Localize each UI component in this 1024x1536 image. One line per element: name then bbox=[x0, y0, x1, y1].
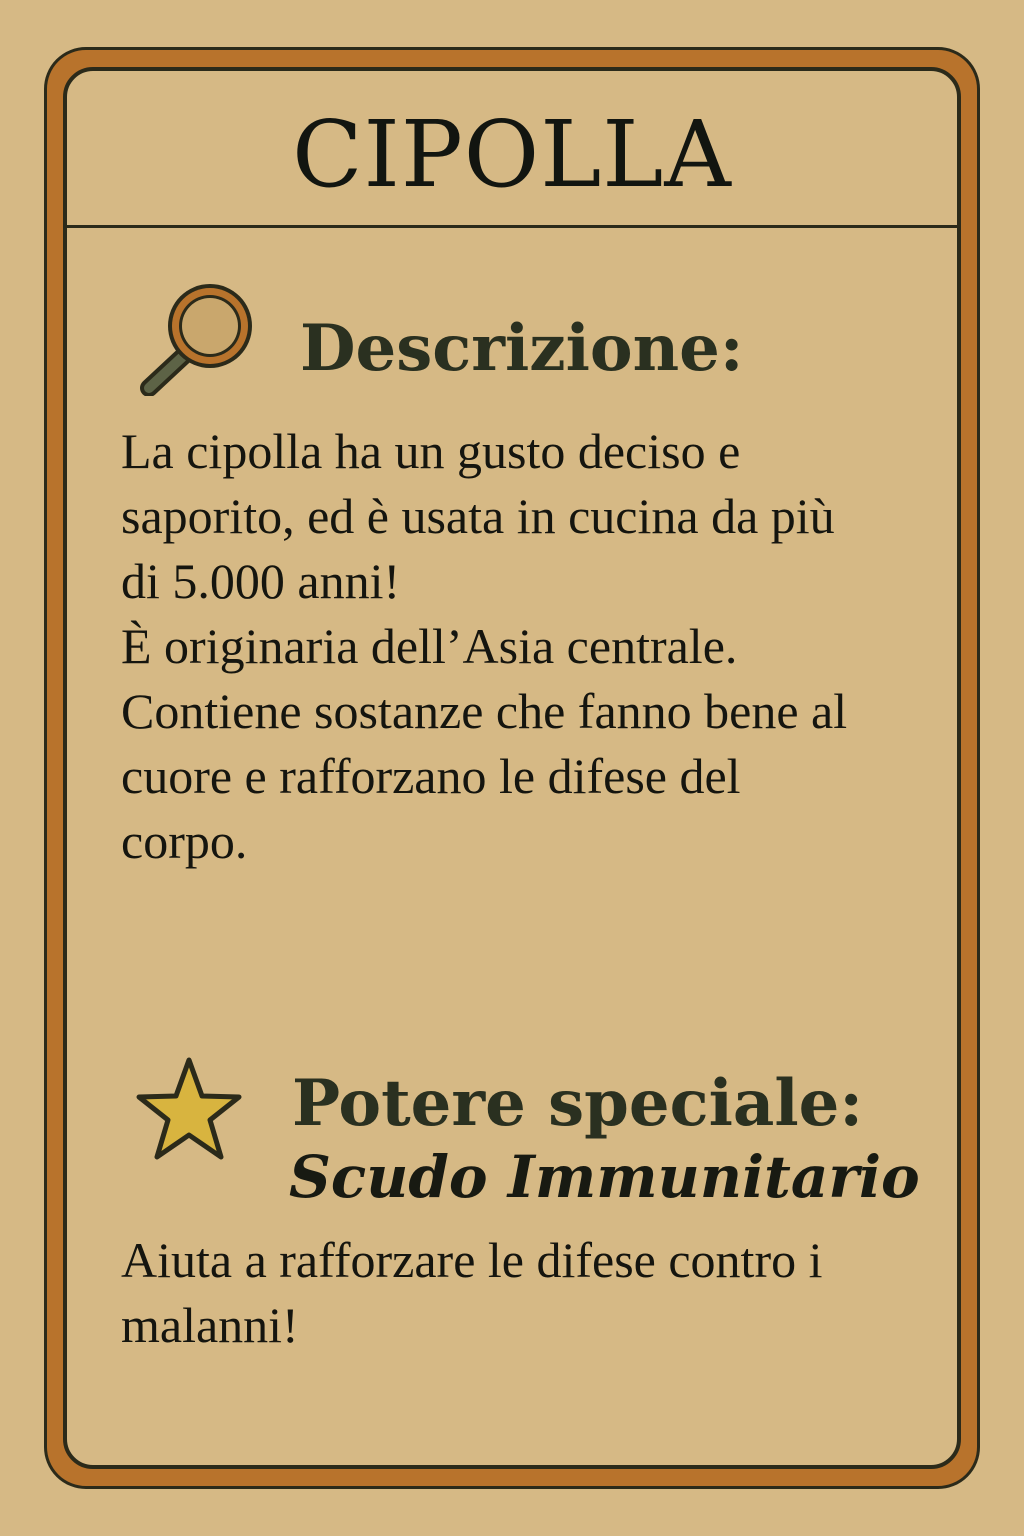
power-name: Scudo Immunitario bbox=[289, 1143, 920, 1211]
description-line: La cipolla ha un gusto deciso e bbox=[121, 423, 741, 479]
power-line: Aiuta a rafforzare le difese contro i bbox=[121, 1232, 823, 1288]
power-line: malanni! bbox=[121, 1297, 299, 1353]
star-icon bbox=[133, 1054, 245, 1166]
card bbox=[63, 67, 961, 1469]
title-divider bbox=[67, 225, 957, 228]
description-line: Contiene sostanze che fanno bene al bbox=[121, 683, 848, 739]
description-line: saporito, ed è usata in cucina da più bbox=[121, 488, 835, 544]
description-line: corpo. bbox=[121, 813, 248, 869]
description-heading: Descrizione: bbox=[300, 311, 744, 386]
description-line: cuore e rafforzano le difese del bbox=[121, 748, 741, 804]
power-heading: Potere speciale: bbox=[292, 1066, 863, 1141]
magnifier-icon bbox=[137, 276, 257, 396]
title-area bbox=[67, 71, 957, 227]
power-text bbox=[121, 1228, 911, 1358]
description-text bbox=[121, 419, 931, 874]
description-line: di 5.000 anni! bbox=[121, 553, 401, 609]
card-title: CIPOLLA bbox=[292, 100, 732, 208]
description-line: È originaria dell’Asia centrale. bbox=[121, 618, 738, 674]
